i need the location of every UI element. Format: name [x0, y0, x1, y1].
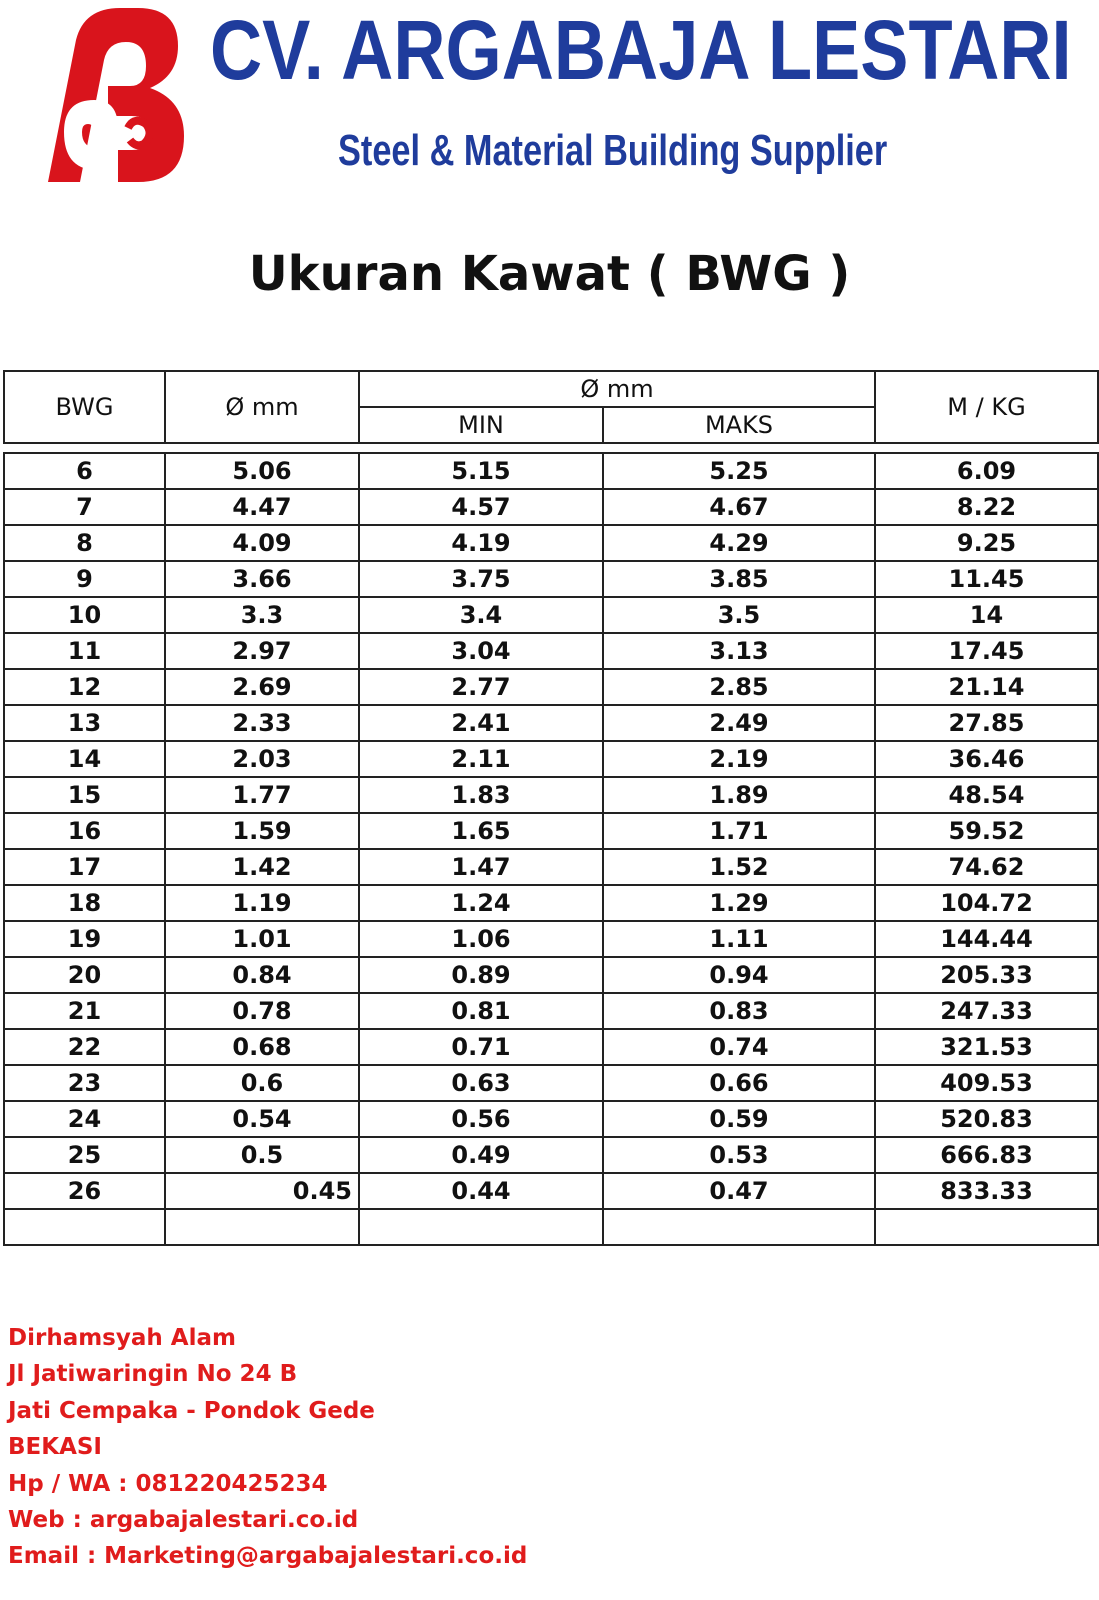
cell-min: 3.75: [359, 561, 603, 597]
table-row: [4, 741, 1098, 777]
cell-bwg: 17: [4, 849, 165, 885]
cell-bwg: 10: [4, 597, 165, 633]
table-row: [4, 849, 1098, 885]
cell-min: 0.89: [359, 957, 603, 993]
page-title: Ukuran Kawat ( BWG ): [248, 246, 851, 302]
cell-m-per-kg: 104.72: [875, 885, 1098, 921]
cell-bwg: 13: [4, 705, 165, 741]
table-row: [4, 1065, 1098, 1101]
cell-diameter: 1.77: [165, 777, 359, 813]
cell-bwg: 25: [4, 1137, 165, 1173]
cell-min: 1.24: [359, 885, 603, 921]
cell-diameter: 4.09: [165, 525, 359, 561]
cell-m-per-kg: 9.25: [875, 525, 1098, 561]
header-diameter: Ø mm: [165, 371, 359, 443]
cell-m-per-kg: 247.33: [875, 993, 1098, 1029]
cell-maks: 3.85: [603, 561, 875, 597]
cell-bwg: 11: [4, 633, 165, 669]
cell-diameter: 3.66: [165, 561, 359, 597]
cell-m-per-kg: 11.45: [875, 561, 1098, 597]
table-row: [4, 669, 1098, 705]
cell-diameter: 0.5: [165, 1137, 359, 1173]
table-row: [4, 993, 1098, 1029]
cell-maks: 1.89: [603, 777, 875, 813]
contact-city: BEKASI: [8, 1434, 102, 1461]
letterhead: [0, 0, 1099, 200]
table-row: [4, 597, 1098, 633]
cell-bwg: 15: [4, 777, 165, 813]
table-row: [4, 957, 1098, 993]
cell-m-per-kg: 14: [875, 597, 1098, 633]
cell-min: 3.04: [359, 633, 603, 669]
cell-diameter: 1.19: [165, 885, 359, 921]
table-row: [4, 1029, 1098, 1065]
cell-maks: 0.83: [603, 993, 875, 1029]
cell-diameter: 5.06: [165, 453, 359, 489]
cell-min: 0.63: [359, 1065, 603, 1101]
cell-maks: 3.13: [603, 633, 875, 669]
cell-empty: [875, 1209, 1098, 1245]
contact-block: [8, 1320, 527, 1575]
table-row: [4, 1137, 1098, 1173]
cell-empty: [603, 1209, 875, 1245]
cell-diameter: 2.69: [165, 669, 359, 705]
table-row: [4, 561, 1098, 597]
cell-bwg: 8: [4, 525, 165, 561]
cell-m-per-kg: 205.33: [875, 957, 1098, 993]
header-bwg: BWG: [4, 371, 165, 443]
cell-maks: 2.19: [603, 741, 875, 777]
cell-maks: 0.94: [603, 957, 875, 993]
cell-empty: [4, 1209, 165, 1245]
cell-m-per-kg: 833.33: [875, 1173, 1098, 1209]
bwg-table-container: [3, 370, 1097, 1246]
cell-min: 3.4: [359, 597, 603, 633]
table-row: [4, 921, 1098, 957]
cell-min: 0.44: [359, 1173, 603, 1209]
table-body: [4, 443, 1098, 1245]
cell-diameter: 3.3: [165, 597, 359, 633]
cell-bwg: 6: [4, 453, 165, 489]
cell-diameter: 0.6: [165, 1065, 359, 1101]
cell-empty: [165, 1209, 359, 1245]
cell-m-per-kg: 321.53: [875, 1029, 1098, 1065]
cell-maks: 0.66: [603, 1065, 875, 1101]
company-logo: [28, 0, 188, 188]
cell-maks: 5.25: [603, 453, 875, 489]
cell-m-per-kg: 17.45: [875, 633, 1098, 669]
cell-m-per-kg: 74.62: [875, 849, 1098, 885]
cell-m-per-kg: 59.52: [875, 813, 1098, 849]
cell-min: 1.06: [359, 921, 603, 957]
header-min: MIN: [359, 407, 603, 443]
header-maks: MAKS: [603, 407, 875, 443]
table-row: [4, 525, 1098, 561]
cell-m-per-kg: 8.22: [875, 489, 1098, 525]
cell-maks: 1.71: [603, 813, 875, 849]
cell-empty: [359, 1209, 603, 1245]
cell-bwg: 22: [4, 1029, 165, 1065]
table-row: [4, 453, 1098, 489]
cell-diameter: 2.33: [165, 705, 359, 741]
cell-min: 2.11: [359, 741, 603, 777]
cell-min: 4.19: [359, 525, 603, 561]
table-row: [4, 885, 1098, 921]
cell-bwg: 12: [4, 669, 165, 705]
cell-bwg: 23: [4, 1065, 165, 1101]
company-name: CV. ARGABAJA LESTARI: [210, 3, 1072, 97]
table-row: [4, 1173, 1098, 1209]
table-row: [4, 1101, 1098, 1137]
cell-m-per-kg: 409.53: [875, 1065, 1098, 1101]
cell-diameter: 2.97: [165, 633, 359, 669]
cell-diameter: 0.45: [165, 1173, 359, 1209]
cell-min: 0.49: [359, 1137, 603, 1173]
cell-maks: 1.11: [603, 921, 875, 957]
cell-diameter: 1.01: [165, 921, 359, 957]
cell-diameter: 0.54: [165, 1101, 359, 1137]
contact-web: Web : argabajalestari.co.id: [8, 1507, 359, 1534]
cell-diameter: 1.42: [165, 849, 359, 885]
cell-bwg: 24: [4, 1101, 165, 1137]
cell-maks: 0.59: [603, 1101, 875, 1137]
cell-min: 1.65: [359, 813, 603, 849]
cell-min: 2.41: [359, 705, 603, 741]
cell-min: 0.81: [359, 993, 603, 1029]
cell-bwg: 7: [4, 489, 165, 525]
cell-maks: 0.74: [603, 1029, 875, 1065]
table-row: [4, 489, 1098, 525]
table-row: [4, 813, 1098, 849]
cell-bwg: 21: [4, 993, 165, 1029]
cell-bwg: 19: [4, 921, 165, 957]
cell-bwg: 9: [4, 561, 165, 597]
cell-m-per-kg: 666.83: [875, 1137, 1098, 1173]
cell-m-per-kg: 36.46: [875, 741, 1098, 777]
cell-m-per-kg: 520.83: [875, 1101, 1098, 1137]
cell-diameter: 4.47: [165, 489, 359, 525]
cell-diameter: 1.59: [165, 813, 359, 849]
contact-name: Dirhamsyah Alam: [8, 1325, 236, 1351]
cell-m-per-kg: 6.09: [875, 453, 1098, 489]
cell-m-per-kg: 27.85: [875, 705, 1098, 741]
cell-diameter: 0.68: [165, 1029, 359, 1065]
cell-m-per-kg: 144.44: [875, 921, 1098, 957]
contact-address-line2: Jati Cempaka - Pondok Gede: [8, 1397, 375, 1424]
contact-email: Email : Marketing@argabajalestari.co.id: [8, 1543, 528, 1570]
cell-bwg: 20: [4, 957, 165, 993]
cell-maks: 4.29: [603, 525, 875, 561]
cell-diameter: 0.84: [165, 957, 359, 993]
cell-min: 1.47: [359, 849, 603, 885]
cell-maks: 4.67: [603, 489, 875, 525]
contact-phone: Hp / WA : 081220425234: [8, 1470, 328, 1497]
cell-min: 0.71: [359, 1029, 603, 1065]
cell-bwg: 14: [4, 741, 165, 777]
cell-bwg: 16: [4, 813, 165, 849]
cell-diameter: 2.03: [165, 741, 359, 777]
cell-maks: 2.85: [603, 669, 875, 705]
cell-bwg: 26: [4, 1173, 165, 1209]
cell-maks: 1.52: [603, 849, 875, 885]
cell-min: 4.57: [359, 489, 603, 525]
table-row: [4, 705, 1098, 741]
cell-maks: 2.49: [603, 705, 875, 741]
cell-min: 5.15: [359, 453, 603, 489]
table-row: [4, 633, 1098, 669]
cell-m-per-kg: 21.14: [875, 669, 1098, 705]
bwg-wire-size-table: [3, 370, 1099, 1246]
cell-bwg: 18: [4, 885, 165, 921]
cell-min: 2.77: [359, 669, 603, 705]
cell-maks: 0.53: [603, 1137, 875, 1173]
table-row-empty: [4, 1209, 1098, 1245]
cell-maks: 3.5: [603, 597, 875, 633]
cell-min: 1.83: [359, 777, 603, 813]
table-row: [4, 777, 1098, 813]
header-diameter-range: Ø mm: [359, 371, 875, 407]
cell-maks: 0.47: [603, 1173, 875, 1209]
cell-m-per-kg: 48.54: [875, 777, 1098, 813]
cell-diameter: 0.78: [165, 993, 359, 1029]
contact-address-line1: Jl Jatiwaringin No 24 B: [8, 1361, 298, 1388]
company-tagline: Steel & Material Building Supplier: [338, 126, 888, 175]
header-m-per-kg: M / KG: [875, 371, 1098, 443]
cell-min: 0.56: [359, 1101, 603, 1137]
cell-maks: 1.29: [603, 885, 875, 921]
header-spacer: [4, 443, 1098, 453]
